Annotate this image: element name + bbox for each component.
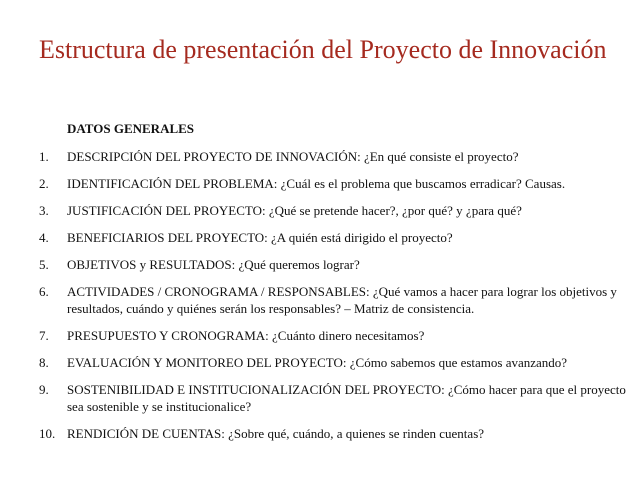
- list-item-number: 2.: [39, 176, 49, 191]
- list-item-text: ACTIVIDADES / CRONOGRAMA / RESPONSABLES: ¿Qué vamos a hacer para lograr los objetivos y resultados, cuándo y quiénes serán los responsables? – Matriz de consistencia.: [67, 284, 617, 316]
- list-item: [39, 256, 629, 273]
- list-item: [39, 283, 629, 317]
- list-item-number: 5.: [39, 257, 49, 272]
- list-item-text: JUSTIFICACIÓN DEL PROYECTO: ¿Qué se pretende hacer?, ¿por qué? y ¿para qué?: [67, 203, 522, 218]
- list-item-text: SOSTENIBILIDAD E INSTITUCIONALIZACIÓN DEL PROYECTO: ¿Cómo hacer para que el proyecto sea sostenible y se institucionalice?: [67, 382, 626, 414]
- list-item-number: 10.: [39, 426, 56, 441]
- section-subheading: DATOS GENERALES: [67, 121, 195, 136]
- list-item-number: 1.: [39, 149, 49, 164]
- list-item-text: DESCRIPCIÓN DEL PROYECTO DE INNOVACIÓN: ¿En qué consiste el proyecto?: [67, 149, 519, 164]
- list-item-text: PRESUPUESTO Y CRONOGRAMA: ¿Cuánto dinero necesitamos?: [67, 328, 425, 343]
- list-item-number: 9.: [39, 382, 49, 397]
- list-item-number: 4.: [39, 230, 49, 245]
- list-item-text: EVALUACIÓN Y MONITOREO DEL PROYECTO: ¿Cómo sabemos que estamos avanzando?: [67, 355, 568, 370]
- list-item-text: OBJETIVOS y RESULTADOS: ¿Qué queremos lograr?: [67, 257, 360, 272]
- structure-list: [39, 148, 629, 452]
- list-item: [39, 175, 629, 192]
- slide-title: Estructura de presentación del Proyecto de Innovación: [39, 35, 607, 64]
- list-item: [39, 202, 629, 219]
- list-item: [39, 327, 629, 344]
- list-item: [39, 425, 629, 442]
- list-item: [39, 381, 629, 415]
- list-item-number: 3.: [39, 203, 49, 218]
- list-item: [39, 229, 629, 246]
- list-item-text: RENDICIÓN DE CUENTAS: ¿Sobre qué, cuándo, a quienes se rinden cuentas?: [67, 426, 485, 441]
- list-item-number: 7.: [39, 328, 49, 343]
- list-item-text: BENEFICIARIOS DEL PROYECTO: ¿A quién está dirigido el proyecto?: [67, 230, 453, 245]
- list-item-text: IDENTIFICACIÓN DEL PROBLEMA: ¿Cuál es el problema que buscamos erradicar? Causas.: [67, 176, 566, 191]
- list-item: [39, 354, 629, 371]
- list-item-number: 6.: [39, 284, 49, 299]
- list-item-number: 8.: [39, 355, 49, 370]
- list-item: [39, 148, 629, 165]
